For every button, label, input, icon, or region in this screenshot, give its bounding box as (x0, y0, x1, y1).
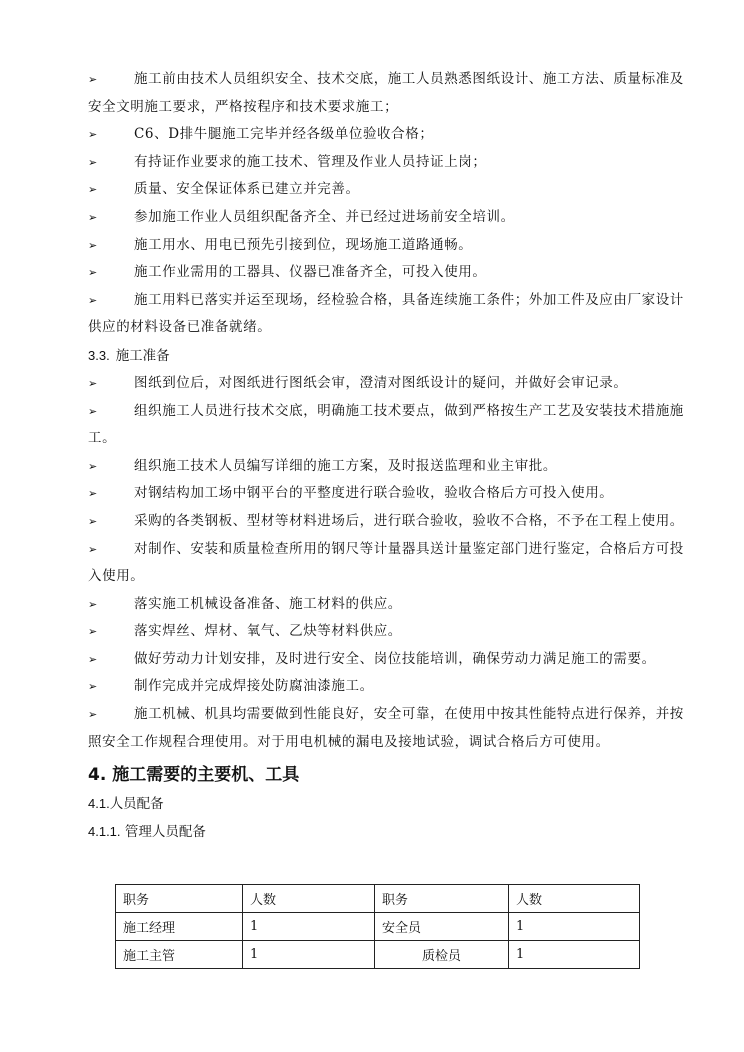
list-item: ➢ 施工机械、机具均需要做到性能良好，安全可靠，在使用中按其性能特点进行保养，并按照安全工作规程合理使用。对于用电机械的漏电及接地试验，调试合格后方可使用。 (88, 701, 688, 756)
table-cell: 1 (509, 941, 640, 969)
arrow-bullet-icon: ➢ (88, 155, 98, 169)
table-header-cell: 人数 (243, 885, 375, 913)
table-row (116, 941, 640, 969)
arrow-bullet-icon: ➢ (88, 128, 98, 142)
arrow-bullet-icon: ➢ (88, 680, 98, 694)
table-cell: 质检员 (375, 941, 509, 969)
list-item: ➢ C6、D排牛腿施工完毕并经各级单位验收合格； (88, 121, 688, 149)
table-row (116, 913, 640, 941)
arrow-bullet-icon: ➢ (88, 625, 98, 639)
list-item: ➢ 制作完成并完成焊接处防腐油漆施工。 (88, 673, 688, 701)
arrow-bullet-icon: ➢ (88, 266, 98, 280)
staff-table (115, 884, 640, 969)
list-item: ➢ 落实施工机械设备准备、施工材料的供应。 (88, 591, 688, 619)
table-header-cell: 职务 (116, 885, 243, 913)
arrow-bullet-icon: ➢ (88, 597, 98, 611)
arrow-bullet-icon: ➢ (88, 459, 98, 473)
table-cell: 1 (243, 913, 375, 941)
list-item: ➢ 做好劳动力计划安排，及时进行安全、岗位技能培训，确保劳动力满足施工的需要。 (88, 646, 688, 674)
list-item: ➢ 参加施工作业人员组织配备齐全、并已经过进场前安全培训。 (88, 204, 688, 232)
arrow-bullet-icon: ➢ (88, 708, 98, 722)
arrow-bullet-icon: ➢ (88, 293, 98, 307)
arrow-bullet-icon: ➢ (88, 404, 98, 418)
list-item: ➢ 有持证作业要求的施工技术、管理及作业人员持证上岗； (88, 149, 688, 177)
list-item: ➢ 对钢结构加工场中钢平台的平整度进行联合验收，验收合格后方可投入使用。 (88, 480, 688, 508)
arrow-bullet-icon: ➢ (88, 73, 98, 86)
section-heading-4-1: 4.1.人员配备 (88, 796, 164, 813)
table-cell: 安全员 (375, 913, 509, 941)
list-item: ➢ 组织施工技术人员编写详细的施工方案，及时报送监理和业主审批。 (88, 453, 688, 481)
arrow-bullet-icon: ➢ (88, 210, 98, 224)
arrow-bullet-icon: ➢ (88, 542, 98, 556)
table-cell: 施工主管 (116, 941, 243, 969)
arrow-bullet-icon: ➢ (88, 376, 98, 390)
list-item: ➢ 组织施工人员进行技术交底，明确施工技术要点，做到严格按生产工艺及安装技术措施施工。 (88, 398, 688, 453)
arrow-bullet-icon: ➢ (88, 514, 98, 528)
document-body (88, 66, 688, 846)
section-heading-4-1-1: 4.1.1. 管理人员配备 (88, 824, 206, 841)
table-cell: 1 (243, 941, 375, 969)
table-header-cell: 人数 (509, 885, 640, 913)
table-cell: 施工经理 (116, 913, 243, 941)
list-item: ➢ 图纸到位后，对图纸进行图纸会审，澄清对图纸设计的疑问，并做好会审记录。 (88, 370, 688, 398)
arrow-bullet-icon: ➢ (88, 238, 98, 252)
table-header-row (116, 885, 640, 913)
arrow-bullet-icon: ➢ (88, 487, 98, 501)
section-heading-4: 4. 施工需要的主要机、工具 (88, 765, 300, 786)
list-item: ➢ 对制作、安装和质量检查所用的钢尺等计量器具送计量鉴定部门进行鉴定，合格后方可投入使用。 (88, 536, 688, 591)
list-item: ➢ 施工作业需用的工器具、仪器已准备齐全，可投入使用。 (88, 259, 688, 287)
arrow-bullet-icon: ➢ (88, 183, 98, 197)
list-item: ➢ 施工前由技术人员组织安全、技术交底，施工人员熟悉图纸设计、施工方法、质量标准及安全文明施工要求，严格按程序和技术要求施工； (88, 66, 688, 121)
table-header-cell: 职务 (375, 885, 509, 913)
section-heading-3-3: 3.3. 施工准备 (88, 347, 170, 364)
list-item: ➢ 施工用水、用电已预先引接到位，现场施工道路通畅。 (88, 232, 688, 260)
list-item: ➢ 施工用料已落实并运至现场，经检验合格，具备连续施工条件；外加工件及应由厂家设计供应的材料设备已准备就绪。 (88, 287, 688, 342)
table-cell: 1 (509, 913, 640, 941)
list-item: ➢ 采购的各类钢板、型材等材料进场后，进行联合验收，验收不合格，不予在工程上使用。 (88, 508, 688, 536)
list-item: ➢ 质量、安全保证体系已建立并完善。 (88, 176, 688, 204)
list-item: ➢ 落实焊丝、焊材、氧气、乙炔等材料供应。 (88, 618, 688, 646)
arrow-bullet-icon: ➢ (88, 652, 98, 666)
